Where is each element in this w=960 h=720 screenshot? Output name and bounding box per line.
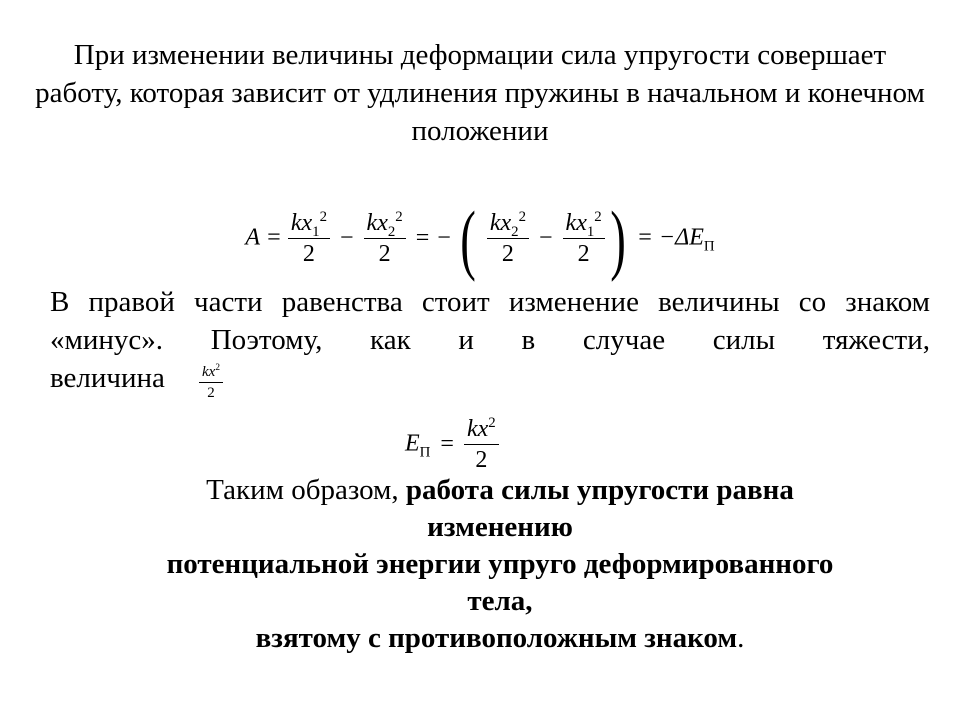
rhs-subscript: П bbox=[703, 238, 715, 255]
conclusion-bold-1: работа силы упругости равна bbox=[405, 474, 794, 506]
conclusion-bold-5: взятому с противоположным знаком bbox=[255, 622, 738, 654]
conclusion-period: . bbox=[737, 622, 745, 654]
subscript: 2 bbox=[511, 223, 519, 240]
numerator: kx bbox=[489, 210, 512, 236]
superscript: 2 bbox=[215, 363, 220, 373]
explanation-paragraph: В правой части равенства стоит изменение величины со знаком «минус». Поэтому, как и в случае силы тяжести, bbox=[50, 286, 930, 356]
left-paren: ( bbox=[460, 195, 476, 282]
subscript: 2 bbox=[387, 223, 396, 240]
right-paren: ) bbox=[609, 195, 626, 282]
inline-fraction bbox=[199, 364, 223, 402]
intro-paragraph: При изменении величины деформации сила упругости совершает работу, которая зависит от удлинения пружины в начальном и конечном положении bbox=[35, 39, 925, 147]
fraction-kx1 bbox=[288, 210, 330, 268]
fraction-kx2-inner bbox=[487, 210, 529, 268]
denominator: 2 bbox=[501, 241, 514, 267]
superscript: 2 bbox=[594, 209, 602, 225]
numerator: kx bbox=[202, 364, 216, 380]
numerator: kx bbox=[565, 210, 587, 236]
superscript: 2 bbox=[319, 209, 327, 225]
subscript: 1 bbox=[312, 223, 320, 240]
conclusion-bold-4: тела, bbox=[467, 585, 533, 617]
energy-symbol: E bbox=[405, 430, 420, 457]
superscript: 2 bbox=[395, 209, 403, 225]
numerator: kx bbox=[466, 416, 489, 442]
conclusion-intro: Таким образом, bbox=[206, 474, 406, 506]
energy-formula bbox=[405, 416, 499, 474]
minus-sign: − bbox=[437, 224, 451, 251]
denominator: 2 bbox=[302, 241, 315, 267]
conclusion-bold-3: потенциальной энергии упруго деформированного bbox=[166, 548, 834, 580]
numerator: kx bbox=[290, 210, 313, 236]
conclusion-bold-2: изменению bbox=[427, 511, 573, 543]
numerator: kx bbox=[366, 210, 388, 236]
energy-subscript: П bbox=[419, 444, 431, 461]
energy-fraction bbox=[464, 416, 499, 474]
work-lhs: A = bbox=[245, 224, 282, 251]
denominator: 2 bbox=[207, 385, 215, 401]
minus-sign: − bbox=[539, 224, 553, 251]
work-rhs: = −ΔE bbox=[636, 224, 704, 251]
subscript: 1 bbox=[586, 223, 595, 240]
denominator: 2 bbox=[378, 241, 391, 267]
equals-sign: = bbox=[440, 430, 454, 457]
minus-sign: − bbox=[340, 224, 354, 251]
equals-sign: = bbox=[415, 224, 430, 251]
conclusion-paragraph bbox=[80, 472, 920, 657]
fraction-kx1-inner bbox=[563, 210, 605, 268]
quantity-word: величина bbox=[50, 362, 165, 394]
superscript: 2 bbox=[488, 415, 496, 431]
work-formula bbox=[0, 195, 960, 282]
fraction-kx2 bbox=[364, 210, 406, 268]
denominator: 2 bbox=[475, 447, 488, 473]
superscript: 2 bbox=[518, 209, 526, 225]
denominator: 2 bbox=[577, 241, 590, 267]
